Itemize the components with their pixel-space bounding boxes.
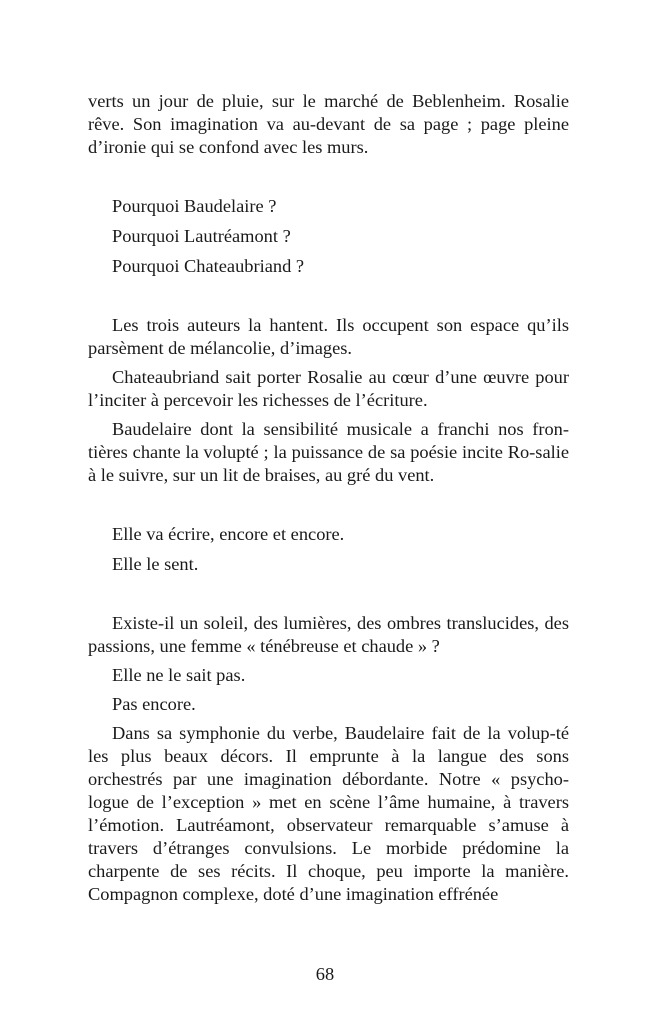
page-number: 68: [315, 964, 335, 984]
paragraph: Elle ne le sait pas.: [112, 665, 246, 685]
paragraph: Pas encore.: [112, 694, 196, 714]
questions-block: [88, 195, 569, 278]
paragraph: verts un jour de pluie, sur le marché de Beblenheim. Rosalie rêve. Son imagination va au-devant de sa page ; page pleine d’ironie qui se confond avec les murs.: [88, 91, 569, 157]
short-line: Elle le sent.: [112, 554, 199, 574]
short-lines-block: [88, 523, 569, 576]
question-line: Pourquoi Baudelaire ?: [112, 196, 277, 216]
question-line: Pourquoi Lautréamont ?: [112, 226, 291, 246]
paragraph: Existe-il un soleil, des lumières, des ombres translucides, des passions, une femme « ténébreuse et chaude » ?: [88, 613, 569, 656]
paragraph: Baudelaire dont la sensibilité musicale a franchi nos fron-tières chante la volupté ; la puissance de sa poésie incite Ro-salie à le suivre, sur un lit de braises, au gré du vent.: [88, 419, 569, 485]
short-line: Elle va écrire, encore et encore.: [112, 524, 345, 544]
question-line: Pourquoi Chateaubriand ?: [112, 256, 305, 276]
paragraph: Les trois auteurs la hantent. Ils occupent son espace qu’ils parsèment de mélancolie, d’images.: [88, 315, 569, 358]
paragraph: Dans sa symphonie du verbe, Baudelaire fait de la volup-té les plus beaux décors. Il emprunte à la langue des sons orchestrés par une imagination débordante. Notre « psycho-logue de l’exception » met en scène l’âme humaine, à travers l’émotion. Lautréamont, observateur remarquable s’amuse à travers d’étranges convulsions. Le morbide prédomine la charpente de ses récits. Il choque, peu importe la manière. Compagnon complexe, doté d’une imagination effrénée: [88, 723, 569, 904]
paragraph: Chateaubriand sait porter Rosalie au cœur d’une œuvre pour l’inciter à percevoir les richesses de l’écriture.: [88, 367, 569, 410]
page-body: [88, 90, 569, 906]
